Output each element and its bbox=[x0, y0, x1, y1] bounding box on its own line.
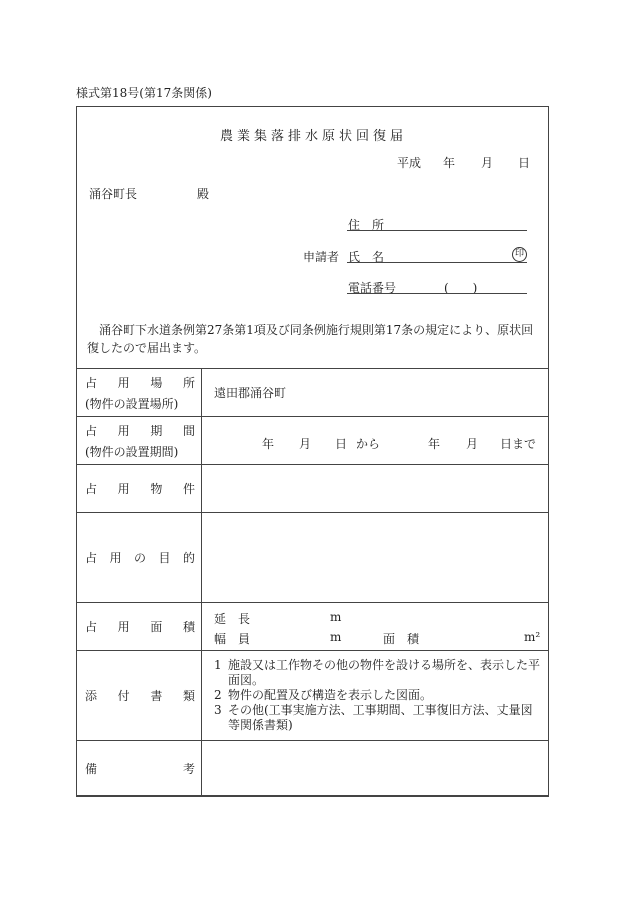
row-remarks bbox=[77, 741, 549, 797]
row-period bbox=[77, 417, 549, 465]
form-reference: 様式第18号(第17条関係) bbox=[76, 86, 212, 100]
area-unit: m² bbox=[524, 630, 541, 644]
label-object: 占 用 物 件 bbox=[77, 465, 202, 513]
phone-label: 電話番号 bbox=[348, 281, 397, 295]
label-location-sub: (物件の設置場所) bbox=[85, 396, 179, 411]
row-object bbox=[77, 465, 549, 513]
row-attachments bbox=[77, 651, 549, 741]
label-period: 占 用 期 間 (物件の設置期間) bbox=[77, 417, 202, 465]
row-location bbox=[77, 369, 549, 417]
phone-paren: ( ) bbox=[444, 281, 478, 295]
name-label: 氏 名 bbox=[348, 250, 385, 264]
label-area: 占 用 面 積 bbox=[77, 603, 202, 651]
value-remarks[interactable] bbox=[202, 741, 549, 797]
date-day: 日 bbox=[518, 156, 531, 170]
date-era: 平成 bbox=[397, 156, 422, 170]
form-frame bbox=[76, 106, 549, 796]
date-month: 月 bbox=[481, 156, 494, 170]
value-area[interactable] bbox=[202, 603, 549, 651]
form-table bbox=[76, 368, 549, 797]
value-purpose[interactable] bbox=[202, 513, 549, 603]
area-label: 面 積 bbox=[383, 632, 420, 646]
label-attachments: 添 付 書 類 bbox=[77, 651, 202, 741]
date-year: 年 bbox=[443, 156, 456, 170]
addressee-name: 涌谷町長 bbox=[89, 187, 138, 201]
width-unit: m bbox=[330, 630, 342, 644]
row-purpose bbox=[77, 513, 549, 603]
value-location[interactable]: 遠田郡涌谷町 bbox=[202, 369, 549, 417]
label-remarks: 備 考 bbox=[77, 741, 202, 797]
address-label: 住 所 bbox=[348, 218, 385, 232]
phone-line[interactable] bbox=[347, 293, 527, 294]
address-line[interactable] bbox=[347, 230, 527, 231]
value-period[interactable]: 年 月 日 から 年 月 日まで bbox=[202, 417, 549, 465]
applicant-label: 申請者 bbox=[303, 250, 340, 264]
addressee-honorific: 殿 bbox=[197, 187, 210, 201]
attachment-item: 3 その他(工事実施方法、工事期間、工事復旧方法、丈量図等関係書類) bbox=[214, 703, 533, 732]
label-purpose: 占 用 の 目 的 bbox=[77, 513, 202, 603]
width-label: 幅 員 bbox=[214, 632, 251, 646]
label-location: 占 用 場 所 (物件の設置場所) bbox=[77, 369, 202, 417]
row-area bbox=[77, 603, 549, 651]
value-attachments bbox=[202, 651, 549, 741]
length-unit: m bbox=[330, 610, 342, 624]
value-object[interactable] bbox=[202, 465, 549, 513]
form-title: 農業集落排水原状回復届 bbox=[219, 129, 407, 144]
body-statement: 涌谷町下水道条例第27条第1項及び同条例施行規則第17条の規定により、原状回復したので届出ます。 bbox=[87, 323, 534, 355]
attachment-item: 2 物件の配置及び構造を表示した図面。 bbox=[214, 688, 433, 702]
name-line[interactable] bbox=[347, 262, 527, 263]
length-label: 延 長 bbox=[214, 612, 251, 626]
seal-mark: 印 bbox=[512, 247, 527, 262]
label-period-sub: (物件の設置期間) bbox=[85, 444, 179, 459]
attachment-item: 1 施設又は工作物その他の物件を設ける場所を、表示した平面図。 bbox=[214, 658, 541, 687]
